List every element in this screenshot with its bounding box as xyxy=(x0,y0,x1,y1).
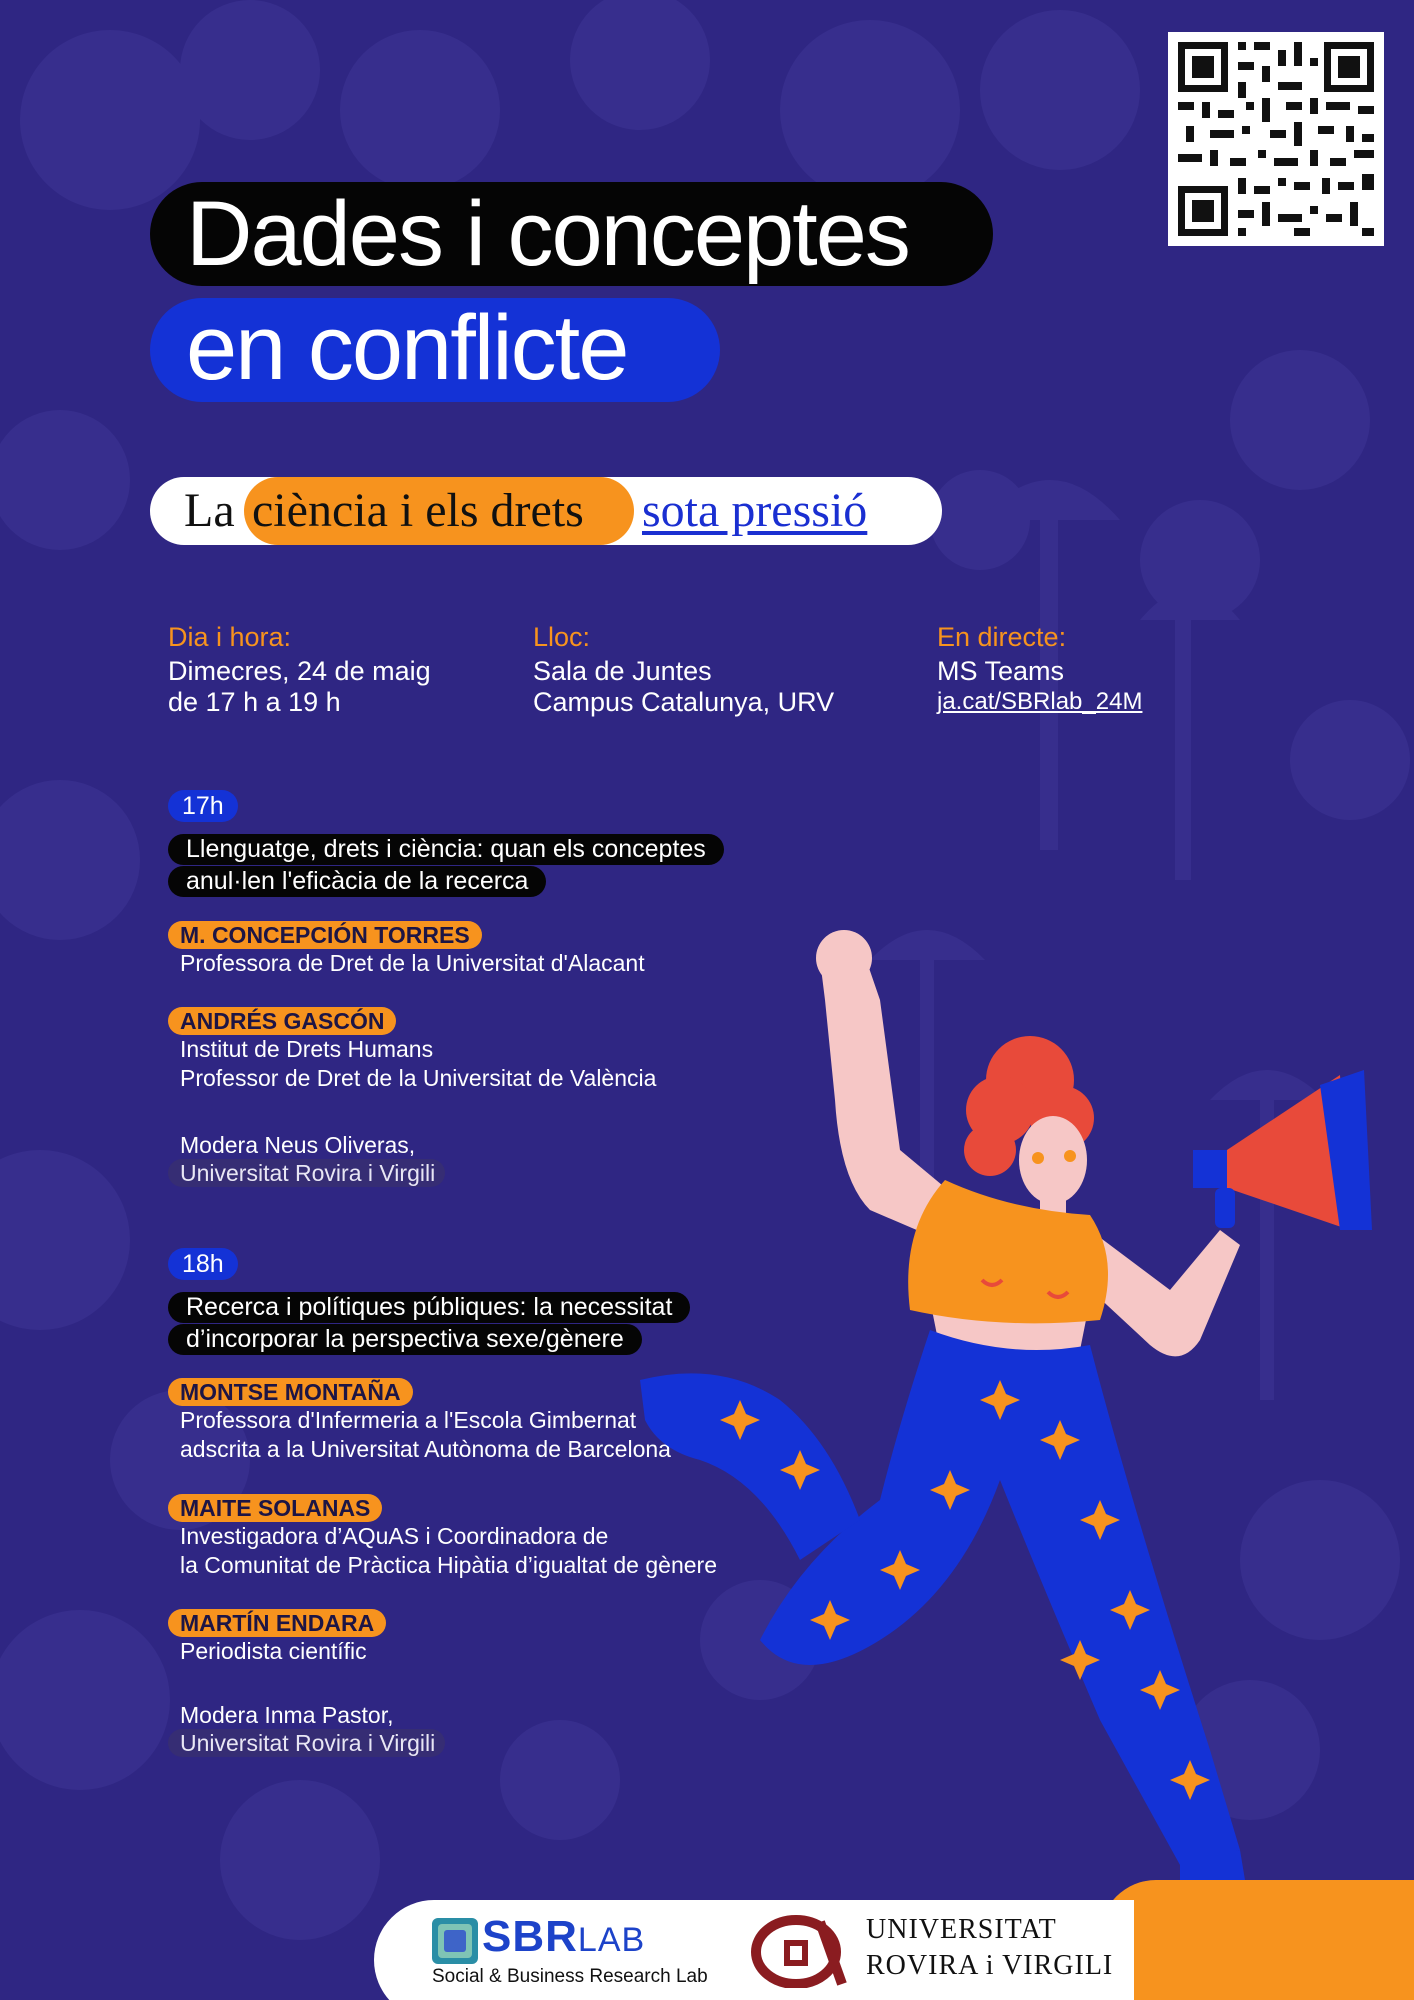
live-line-1: MS Teams xyxy=(937,656,1065,686)
title-line-1-text: Dades i conceptes xyxy=(186,183,909,285)
speaker-name: MONTSE MONTAÑA xyxy=(168,1378,413,1406)
session-1-talk-line-2: anul·len l'eficàcia de la recerca xyxy=(168,866,546,897)
speaker-name: MAITE SOLANAS xyxy=(168,1494,382,1522)
urv-wordmark xyxy=(866,1912,1113,1984)
moderator-affiliation: Universitat Rovira i Virgili xyxy=(168,1729,445,1757)
speaker-role: Professora de Dret de la Universitat d'Alacant xyxy=(180,950,645,976)
speaker-name: M. CONCEPCIÓN TORRES xyxy=(168,921,482,949)
place-label: Lloc: xyxy=(533,622,591,652)
urv-line-2: ROVIRA i VIRGILI xyxy=(866,1950,1114,1981)
speaker-name: ANDRÉS GASCÓN xyxy=(168,1007,396,1035)
speaker-name: MARTÍN ENDARA xyxy=(168,1609,386,1637)
footer-orange-accent xyxy=(1100,1880,1414,2000)
sbrlab-main: SBR xyxy=(482,1912,578,1961)
session-2-talk-line-2: d’incorporar la perspectiva sexe/gènere xyxy=(168,1324,642,1355)
moderator-affiliation: Universitat Rovira i Virgili xyxy=(168,1159,445,1187)
sbrlab-logo-icon xyxy=(432,1918,478,1964)
sbrlab-tagline: Social & Business Research Lab xyxy=(432,1966,708,1987)
session-2-time: 18h xyxy=(168,1248,238,1280)
urv-seal-logo xyxy=(750,1912,850,1988)
speaker-role: Investigadora d’AQuAS i Coordinadora de xyxy=(180,1523,609,1549)
speaker-role: Professora d'Infermeria a l'Escola Gimbernat xyxy=(180,1407,637,1433)
speaker-role: la Comunitat de Pràctica Hipàtia d’igualtat de gènere xyxy=(180,1552,717,1578)
title-line-2 xyxy=(150,298,720,402)
qr-code-icon[interactable] xyxy=(1168,32,1384,246)
subtitle-part-2: ciència i els drets xyxy=(252,484,584,537)
live-label: En directe: xyxy=(937,622,1067,652)
speaker-role: adscrita a la Universitat Autònoma de Barcelona xyxy=(180,1436,671,1462)
speaker-role: Periodista científic xyxy=(180,1638,367,1664)
session-1-talk-line-1: Llenguatge, drets i ciència: quan els conceptes xyxy=(168,834,724,865)
date-label: Dia i hora: xyxy=(168,622,292,652)
subtitle-part-1: La xyxy=(184,484,235,537)
title-line-2-text: en conflicte xyxy=(186,297,628,399)
sbrlab-wordmark xyxy=(482,1912,645,1962)
moderator-name: Modera Inma Pastor, xyxy=(180,1702,394,1728)
speaker-role: Professor de Dret de la Universitat de València xyxy=(180,1065,657,1091)
speaker-role: Institut de Drets Humans xyxy=(180,1036,434,1062)
date-line-2: de 17 h a 19 h xyxy=(168,687,341,717)
live-link[interactable]: ja.cat/SBRlab_24M xyxy=(937,688,1143,715)
subtitle-link[interactable]: sota pressió xyxy=(642,484,868,537)
place-line-1: Sala de Juntes xyxy=(533,656,712,686)
sbrlab-lab: LAB xyxy=(577,1921,646,1959)
session-2-talk-line-1: Recerca i polítiques públiques: la necessitat xyxy=(168,1292,690,1323)
urv-line-1: UNIVERSITAT xyxy=(866,1914,1057,1945)
subtitle-bar xyxy=(150,477,942,545)
session-1-time: 17h xyxy=(168,790,238,822)
place-line-2: Campus Catalunya, URV xyxy=(533,687,835,717)
date-line-1: Dimecres, 24 de maig xyxy=(168,656,431,686)
moderator-name: Modera Neus Oliveras, xyxy=(180,1132,416,1158)
woman-megaphone-illustration xyxy=(620,920,1380,1940)
title-line-1 xyxy=(150,182,993,286)
